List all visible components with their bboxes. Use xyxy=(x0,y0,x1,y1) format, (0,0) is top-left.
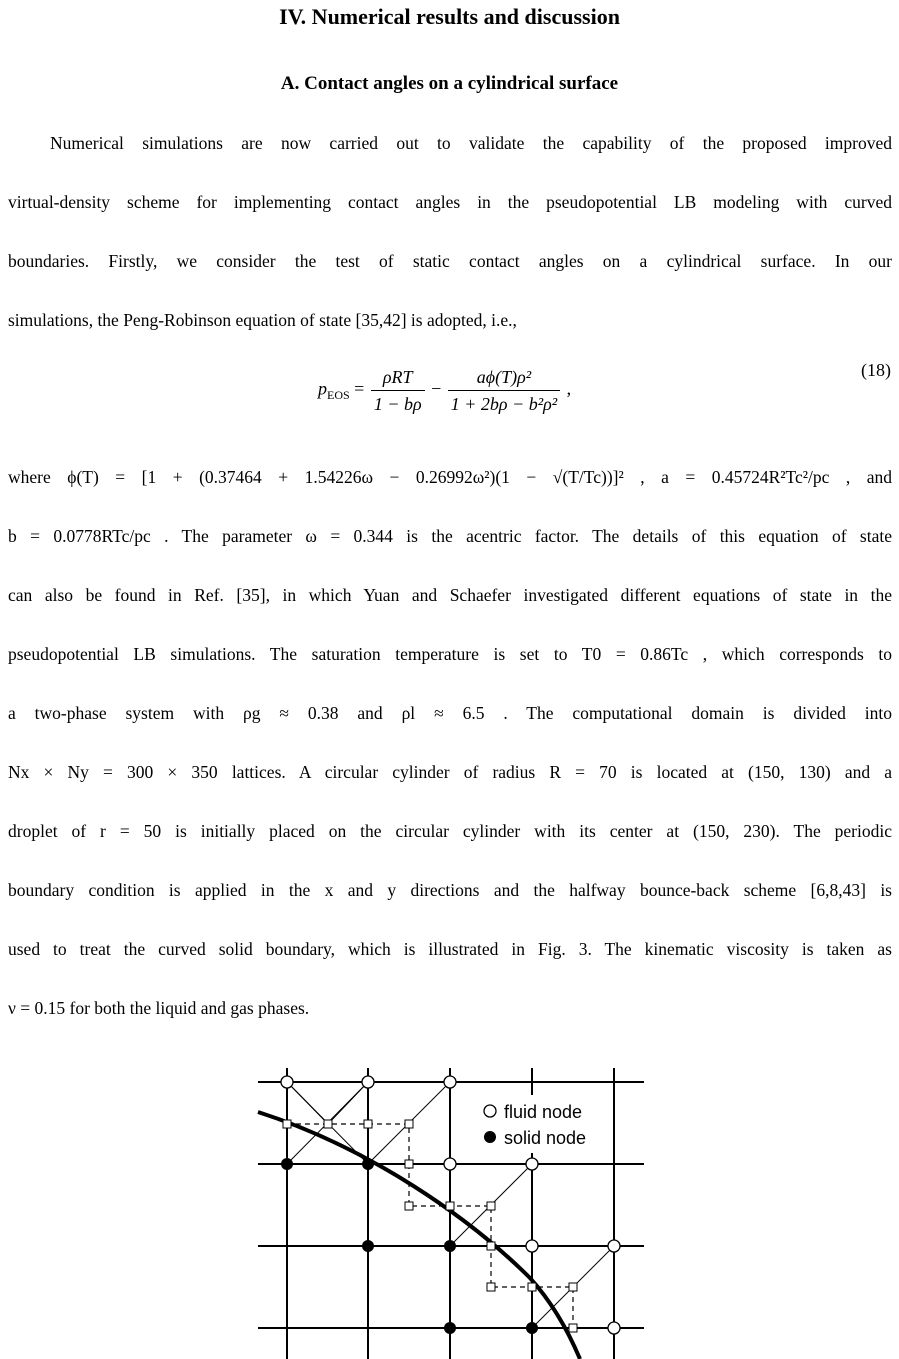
paragraph-line: virtual-density scheme for implementing contact angles in the pseudopotential LB modeling with curved xyxy=(8,192,892,212)
subsection-title: A. Contact angles on a cylindrical surface xyxy=(280,73,619,94)
boundary-point xyxy=(405,1120,413,1128)
fluid-node xyxy=(608,1240,620,1252)
paragraph-line: Numerical simulations are now carried out to validate the capability of the proposed improved xyxy=(50,133,892,153)
boundary-point xyxy=(405,1202,413,1210)
boundary-point xyxy=(283,1120,291,1128)
fraction-denominator: 1 + 2bρ − b²ρ² xyxy=(450,394,558,414)
paragraph-line: boundary condition is applied in the x and y directions and the halfway bounce-back scheme [6,8,43] is xyxy=(8,880,892,900)
paragraph-line: simulations, the Peng-Robinson equation of state [35,42] is adopted, i.e., xyxy=(8,310,517,330)
paragraph-line: Nx × Ny = 300 × 350 lattices. A circular cylinder of radius R = 70 is located at (150, 130) and a xyxy=(8,762,892,782)
boundary-point xyxy=(487,1202,495,1210)
boundary-link-lines xyxy=(287,1124,573,1328)
boundary-point xyxy=(569,1283,577,1291)
fluid-node xyxy=(608,1322,620,1334)
legend-solid-marker xyxy=(484,1131,496,1143)
solid-node xyxy=(444,1240,456,1252)
solid-node xyxy=(444,1322,456,1334)
solid-node xyxy=(281,1158,293,1170)
boundary-point xyxy=(324,1120,332,1128)
section-title: IV. Numerical results and discussion xyxy=(279,4,620,29)
equation-lhs-subscript: EOS xyxy=(327,388,350,403)
fluid-node xyxy=(281,1076,293,1088)
legend-fluid-marker xyxy=(484,1105,496,1117)
solid-node xyxy=(362,1240,374,1252)
dashed-link xyxy=(287,1124,573,1328)
fluid-node xyxy=(444,1158,456,1170)
equation-fraction-1 xyxy=(371,364,425,417)
paragraph-line: pseudopotential LB simulations. The saturation temperature is set to T0 = 0.86Tc , which corresponds to xyxy=(8,644,892,664)
paragraph-line: ν = 0.15 for both the liquid and gas phases. xyxy=(8,998,310,1018)
boundary-point xyxy=(405,1160,413,1168)
fluid-node xyxy=(362,1076,374,1088)
paragraph-line: used to treat the curved solid boundary, which is illustrated in Fig. 3. The kinematic viscosity is taken as xyxy=(8,939,892,959)
equation-18 xyxy=(0,360,899,430)
figure-legend xyxy=(475,1095,605,1153)
equation-lhs: p xyxy=(318,378,327,399)
fraction-numerator: aϕ(T)ρ² xyxy=(448,364,560,391)
fluid-node xyxy=(444,1076,456,1088)
paragraph-line: where ϕ(T) = [1 + (0.37464 + 1.54226ω − 0.26992ω²)(1 − √(T/Tc))]² , a = 0.45724R²Tc²/pc , and xyxy=(8,467,892,487)
fluid-node xyxy=(526,1158,538,1170)
equation-fraction-2 xyxy=(448,364,560,417)
lattice-diagram xyxy=(250,1068,650,1359)
fraction-numerator: ρRT xyxy=(371,364,425,391)
solid-node xyxy=(526,1322,538,1334)
paragraph-2 xyxy=(8,448,892,1038)
legend-solid-label: solid node xyxy=(504,1128,587,1148)
paragraph-line: b = 0.0778RTc/pc . The parameter ω = 0.344 is the acentric factor. The details of this equation of state xyxy=(8,526,892,546)
paragraph-line: a two-phase system with ρg ≈ 0.38 and ρl ≈ 6.5 . The computational domain is divided into xyxy=(8,703,892,723)
paragraph-line: boundaries. Firstly, we consider the test of static contact angles on a cylindrical surface. In our xyxy=(8,251,892,271)
paragraph-line: droplet of r = 50 is initially placed on the circular cylinder with its center at (150, 230). The periodic xyxy=(8,821,892,841)
fraction-denominator: 1 − bρ xyxy=(373,394,422,414)
boundary-point xyxy=(487,1283,495,1291)
paragraph-line: can also be found in Ref. [35], in which Yuan and Schaefer investigated different equations of state in the xyxy=(8,585,892,605)
boundary-point xyxy=(364,1120,372,1128)
boundary-point xyxy=(446,1202,454,1210)
boundary-point xyxy=(487,1242,495,1250)
solid-node xyxy=(362,1158,374,1170)
boundary-point xyxy=(528,1283,536,1291)
equation-body: $p_{EOS}$ = $\frac{\text{ρRT}}{1 - b\rho}$ − $\frac{\text{aϕ(T)ρ²}}{\text{1 + 2bρ − b²ρ²}}$ , xyxy=(318,364,571,417)
paragraph-1 xyxy=(8,114,892,350)
equation-number: (18) xyxy=(861,360,891,380)
boundary-point xyxy=(569,1324,577,1332)
fluid-node xyxy=(526,1240,538,1252)
legend-fluid-label: fluid node xyxy=(504,1102,583,1122)
